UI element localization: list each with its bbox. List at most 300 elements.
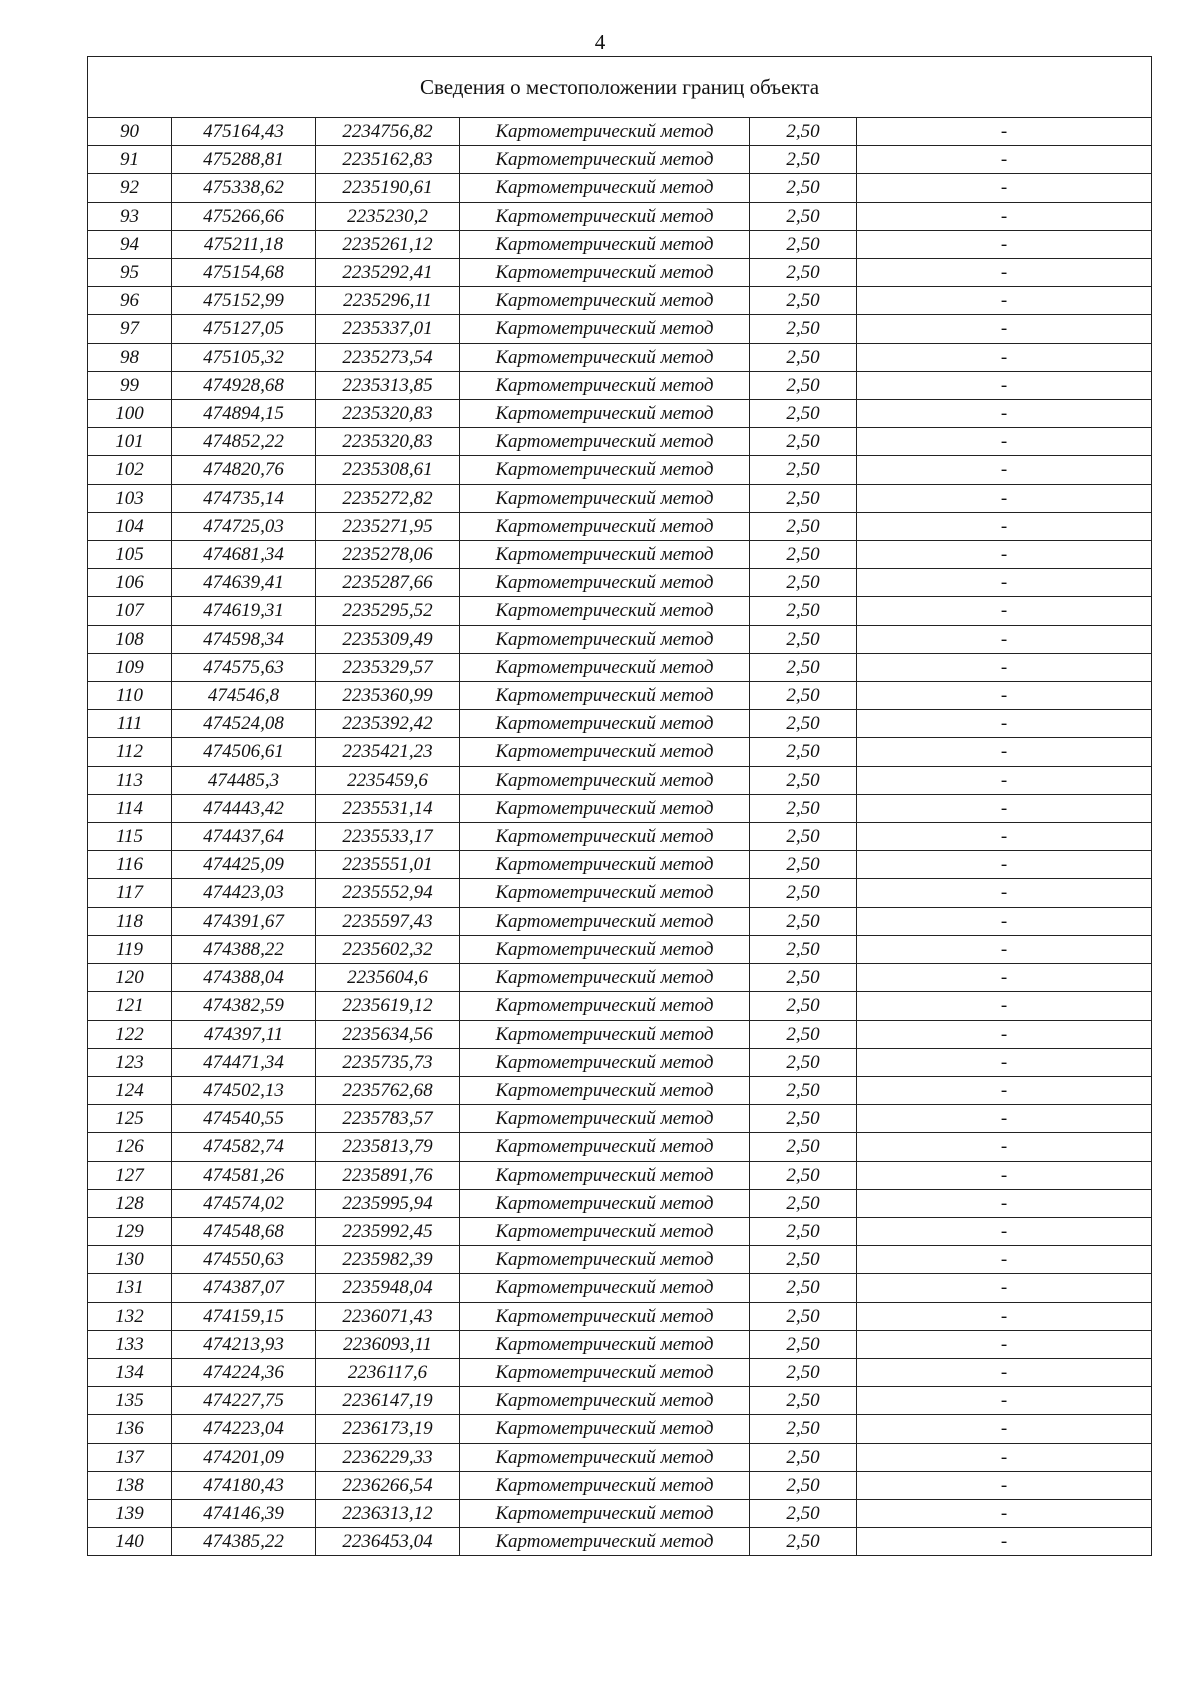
table-row xyxy=(88,569,1152,597)
table-row xyxy=(88,738,1152,766)
y-coordinate-cell: 2235531,14 xyxy=(316,794,460,822)
x-coordinate-cell: 474725,03 xyxy=(172,512,316,540)
y-coordinate-cell: 2236071,43 xyxy=(316,1302,460,1330)
x-coordinate-cell: 474524,08 xyxy=(172,710,316,738)
y-coordinate-cell: 2235995,94 xyxy=(316,1189,460,1217)
x-coordinate-cell: 474146,39 xyxy=(172,1499,316,1527)
accuracy-cell: 2,50 xyxy=(750,315,857,343)
point-number-cell: 114 xyxy=(88,794,172,822)
method-cell: Картометрический метод xyxy=(460,625,750,653)
y-coordinate-cell: 2235551,01 xyxy=(316,851,460,879)
method-cell: Картометрический метод xyxy=(460,1189,750,1217)
method-cell: Картометрический метод xyxy=(460,597,750,625)
table-row xyxy=(88,202,1152,230)
point-number-cell: 111 xyxy=(88,710,172,738)
point-number-cell: 103 xyxy=(88,484,172,512)
method-cell: Картометрический метод xyxy=(460,1105,750,1133)
y-coordinate-cell: 2235295,52 xyxy=(316,597,460,625)
point-number-cell: 107 xyxy=(88,597,172,625)
description-cell: - xyxy=(857,1246,1152,1274)
accuracy-cell: 2,50 xyxy=(750,879,857,907)
accuracy-cell: 2,50 xyxy=(750,1161,857,1189)
accuracy-cell: 2,50 xyxy=(750,400,857,428)
x-coordinate-cell: 474382,59 xyxy=(172,992,316,1020)
method-cell: Картометрический метод xyxy=(460,1048,750,1076)
y-coordinate-cell: 2235271,95 xyxy=(316,512,460,540)
method-cell: Картометрический метод xyxy=(460,400,750,428)
accuracy-cell: 2,50 xyxy=(750,1358,857,1386)
description-cell: - xyxy=(857,174,1152,202)
y-coordinate-cell: 2235308,61 xyxy=(316,456,460,484)
accuracy-cell: 2,50 xyxy=(750,146,857,174)
description-cell: - xyxy=(857,964,1152,992)
table-row xyxy=(88,1415,1152,1443)
x-coordinate-cell: 474581,26 xyxy=(172,1161,316,1189)
table-row xyxy=(88,456,1152,484)
method-cell: Картометрический метод xyxy=(460,1415,750,1443)
accuracy-cell: 2,50 xyxy=(750,456,857,484)
accuracy-cell: 2,50 xyxy=(750,992,857,1020)
y-coordinate-cell: 2235735,73 xyxy=(316,1048,460,1076)
description-cell: - xyxy=(857,1217,1152,1245)
method-cell: Картометрический метод xyxy=(460,682,750,710)
description-cell: - xyxy=(857,569,1152,597)
description-cell: - xyxy=(857,907,1152,935)
method-cell: Картометрический метод xyxy=(460,1076,750,1104)
x-coordinate-cell: 474397,11 xyxy=(172,1020,316,1048)
x-coordinate-cell: 474387,07 xyxy=(172,1274,316,1302)
point-number-cell: 98 xyxy=(88,343,172,371)
table-row xyxy=(88,259,1152,287)
y-coordinate-cell: 2235190,61 xyxy=(316,174,460,202)
table-row xyxy=(88,1499,1152,1527)
table-title: Сведения о местоположении границ объекта xyxy=(88,57,1152,118)
y-coordinate-cell: 2235813,79 xyxy=(316,1133,460,1161)
table-title-row xyxy=(88,57,1152,118)
accuracy-cell: 2,50 xyxy=(750,1443,857,1471)
y-coordinate-cell: 2236266,54 xyxy=(316,1471,460,1499)
y-coordinate-cell: 2236173,19 xyxy=(316,1415,460,1443)
point-number-cell: 119 xyxy=(88,935,172,963)
method-cell: Картометрический метод xyxy=(460,202,750,230)
x-coordinate-cell: 474506,61 xyxy=(172,738,316,766)
description-cell: - xyxy=(857,456,1152,484)
table-row xyxy=(88,1105,1152,1133)
description-cell: - xyxy=(857,1330,1152,1358)
method-cell: Картометрический метод xyxy=(460,569,750,597)
table-row xyxy=(88,682,1152,710)
x-coordinate-cell: 474735,14 xyxy=(172,484,316,512)
point-number-cell: 132 xyxy=(88,1302,172,1330)
y-coordinate-cell: 2235891,76 xyxy=(316,1161,460,1189)
y-coordinate-cell: 2235320,83 xyxy=(316,428,460,456)
x-coordinate-cell: 474224,36 xyxy=(172,1358,316,1386)
method-cell: Картометрический метод xyxy=(460,146,750,174)
accuracy-cell: 2,50 xyxy=(750,1499,857,1527)
table-row xyxy=(88,1443,1152,1471)
point-number-cell: 115 xyxy=(88,823,172,851)
description-cell: - xyxy=(857,371,1152,399)
accuracy-cell: 2,50 xyxy=(750,259,857,287)
y-coordinate-cell: 2235313,85 xyxy=(316,371,460,399)
table-row xyxy=(88,653,1152,681)
point-number-cell: 133 xyxy=(88,1330,172,1358)
x-coordinate-cell: 474574,02 xyxy=(172,1189,316,1217)
accuracy-cell: 2,50 xyxy=(750,1020,857,1048)
method-cell: Картометрический метод xyxy=(460,794,750,822)
method-cell: Картометрический метод xyxy=(460,1387,750,1415)
accuracy-cell: 2,50 xyxy=(750,625,857,653)
accuracy-cell: 2,50 xyxy=(750,964,857,992)
x-coordinate-cell: 474582,74 xyxy=(172,1133,316,1161)
description-cell: - xyxy=(857,146,1152,174)
y-coordinate-cell: 2235320,83 xyxy=(316,400,460,428)
accuracy-cell: 2,50 xyxy=(750,1415,857,1443)
description-cell: - xyxy=(857,315,1152,343)
accuracy-cell: 2,50 xyxy=(750,1246,857,1274)
y-coordinate-cell: 2235273,54 xyxy=(316,343,460,371)
table-row xyxy=(88,230,1152,258)
table-row xyxy=(88,935,1152,963)
x-coordinate-cell: 474681,34 xyxy=(172,541,316,569)
table-row xyxy=(88,428,1152,456)
point-number-cell: 139 xyxy=(88,1499,172,1527)
method-cell: Картометрический метод xyxy=(460,1133,750,1161)
method-cell: Картометрический метод xyxy=(460,484,750,512)
accuracy-cell: 2,50 xyxy=(750,202,857,230)
point-number-cell: 90 xyxy=(88,118,172,146)
description-cell: - xyxy=(857,1048,1152,1076)
x-coordinate-cell: 474388,04 xyxy=(172,964,316,992)
table-row xyxy=(88,823,1152,851)
table-row xyxy=(88,1330,1152,1358)
description-cell: - xyxy=(857,1499,1152,1527)
y-coordinate-cell: 2236313,12 xyxy=(316,1499,460,1527)
x-coordinate-cell: 474502,13 xyxy=(172,1076,316,1104)
y-coordinate-cell: 2235360,99 xyxy=(316,682,460,710)
accuracy-cell: 2,50 xyxy=(750,766,857,794)
page-number: 4 xyxy=(594,30,606,54)
point-number-cell: 104 xyxy=(88,512,172,540)
table-row xyxy=(88,625,1152,653)
y-coordinate-cell: 2236117,6 xyxy=(316,1358,460,1386)
accuracy-cell: 2,50 xyxy=(750,512,857,540)
point-number-cell: 135 xyxy=(88,1387,172,1415)
y-coordinate-cell: 2235948,04 xyxy=(316,1274,460,1302)
point-number-cell: 121 xyxy=(88,992,172,1020)
x-coordinate-cell: 475154,68 xyxy=(172,259,316,287)
y-coordinate-cell: 2235230,2 xyxy=(316,202,460,230)
y-coordinate-cell: 2235459,6 xyxy=(316,766,460,794)
x-coordinate-cell: 475164,43 xyxy=(172,118,316,146)
x-coordinate-cell: 474485,3 xyxy=(172,766,316,794)
method-cell: Картометрический метод xyxy=(460,1499,750,1527)
table-row xyxy=(88,964,1152,992)
x-coordinate-cell: 474852,22 xyxy=(172,428,316,456)
method-cell: Картометрический метод xyxy=(460,738,750,766)
table-row xyxy=(88,907,1152,935)
point-number-cell: 122 xyxy=(88,1020,172,1048)
table-row xyxy=(88,484,1152,512)
x-coordinate-cell: 474550,63 xyxy=(172,1246,316,1274)
method-cell: Картометрический метод xyxy=(460,964,750,992)
point-number-cell: 124 xyxy=(88,1076,172,1104)
method-cell: Картометрический метод xyxy=(460,851,750,879)
point-number-cell: 127 xyxy=(88,1161,172,1189)
table-row xyxy=(88,1189,1152,1217)
y-coordinate-cell: 2235278,06 xyxy=(316,541,460,569)
description-cell: - xyxy=(857,400,1152,428)
method-cell: Картометрический метод xyxy=(460,653,750,681)
table-row xyxy=(88,1302,1152,1330)
x-coordinate-cell: 474437,64 xyxy=(172,823,316,851)
point-number-cell: 91 xyxy=(88,146,172,174)
description-cell: - xyxy=(857,766,1152,794)
method-cell: Картометрический метод xyxy=(460,371,750,399)
point-number-cell: 112 xyxy=(88,738,172,766)
y-coordinate-cell: 2235296,11 xyxy=(316,287,460,315)
method-cell: Картометрический метод xyxy=(460,1020,750,1048)
accuracy-cell: 2,50 xyxy=(750,851,857,879)
x-coordinate-cell: 475152,99 xyxy=(172,287,316,315)
point-number-cell: 125 xyxy=(88,1105,172,1133)
description-cell: - xyxy=(857,343,1152,371)
x-coordinate-cell: 474619,31 xyxy=(172,597,316,625)
description-cell: - xyxy=(857,794,1152,822)
y-coordinate-cell: 2236453,04 xyxy=(316,1528,460,1556)
method-cell: Картометрический метод xyxy=(460,541,750,569)
table-row xyxy=(88,851,1152,879)
description-cell: - xyxy=(857,879,1152,907)
table-row xyxy=(88,1387,1152,1415)
point-number-cell: 100 xyxy=(88,400,172,428)
y-coordinate-cell: 2235162,83 xyxy=(316,146,460,174)
method-cell: Картометрический метод xyxy=(460,1161,750,1189)
point-number-cell: 110 xyxy=(88,682,172,710)
point-number-cell: 116 xyxy=(88,851,172,879)
accuracy-cell: 2,50 xyxy=(750,1189,857,1217)
accuracy-cell: 2,50 xyxy=(750,1274,857,1302)
method-cell: Картометрический метод xyxy=(460,259,750,287)
table-row xyxy=(88,1076,1152,1104)
point-number-cell: 93 xyxy=(88,202,172,230)
x-coordinate-cell: 474928,68 xyxy=(172,371,316,399)
point-number-cell: 99 xyxy=(88,371,172,399)
description-cell: - xyxy=(857,202,1152,230)
y-coordinate-cell: 2236147,19 xyxy=(316,1387,460,1415)
method-cell: Картометрический метод xyxy=(460,118,750,146)
x-coordinate-cell: 474227,75 xyxy=(172,1387,316,1415)
description-cell: - xyxy=(857,1189,1152,1217)
table-row xyxy=(88,118,1152,146)
description-cell: - xyxy=(857,1161,1152,1189)
table-row xyxy=(88,1274,1152,1302)
point-number-cell: 138 xyxy=(88,1471,172,1499)
accuracy-cell: 2,50 xyxy=(750,1076,857,1104)
point-number-cell: 128 xyxy=(88,1189,172,1217)
method-cell: Картометрический метод xyxy=(460,879,750,907)
method-cell: Картометрический метод xyxy=(460,992,750,1020)
method-cell: Картометрический метод xyxy=(460,1528,750,1556)
y-coordinate-cell: 2234756,82 xyxy=(316,118,460,146)
table-row xyxy=(88,400,1152,428)
description-cell: - xyxy=(857,512,1152,540)
table-row xyxy=(88,146,1152,174)
y-coordinate-cell: 2235783,57 xyxy=(316,1105,460,1133)
point-number-cell: 94 xyxy=(88,230,172,258)
x-coordinate-cell: 475266,66 xyxy=(172,202,316,230)
x-coordinate-cell: 474546,8 xyxy=(172,682,316,710)
accuracy-cell: 2,50 xyxy=(750,1217,857,1245)
accuracy-cell: 2,50 xyxy=(750,1471,857,1499)
description-cell: - xyxy=(857,230,1152,258)
table-row xyxy=(88,879,1152,907)
table-row xyxy=(88,1133,1152,1161)
point-number-cell: 118 xyxy=(88,907,172,935)
description-cell: - xyxy=(857,710,1152,738)
accuracy-cell: 2,50 xyxy=(750,343,857,371)
description-cell: - xyxy=(857,1528,1152,1556)
description-cell: - xyxy=(857,851,1152,879)
table-row xyxy=(88,1020,1152,1048)
accuracy-cell: 2,50 xyxy=(750,907,857,935)
description-cell: - xyxy=(857,738,1152,766)
x-coordinate-cell: 475105,32 xyxy=(172,343,316,371)
accuracy-cell: 2,50 xyxy=(750,174,857,202)
table-row xyxy=(88,766,1152,794)
x-coordinate-cell: 475288,81 xyxy=(172,146,316,174)
method-cell: Картометрический метод xyxy=(460,230,750,258)
accuracy-cell: 2,50 xyxy=(750,1528,857,1556)
y-coordinate-cell: 2235421,23 xyxy=(316,738,460,766)
accuracy-cell: 2,50 xyxy=(750,710,857,738)
accuracy-cell: 2,50 xyxy=(750,682,857,710)
x-coordinate-cell: 474575,63 xyxy=(172,653,316,681)
point-number-cell: 126 xyxy=(88,1133,172,1161)
table-row xyxy=(88,597,1152,625)
description-cell: - xyxy=(857,259,1152,287)
x-coordinate-cell: 475127,05 xyxy=(172,315,316,343)
x-coordinate-cell: 475211,18 xyxy=(172,230,316,258)
accuracy-cell: 2,50 xyxy=(750,1330,857,1358)
table-row xyxy=(88,1217,1152,1245)
method-cell: Картометрический метод xyxy=(460,343,750,371)
description-cell: - xyxy=(857,1443,1152,1471)
y-coordinate-cell: 2235982,39 xyxy=(316,1246,460,1274)
point-number-cell: 136 xyxy=(88,1415,172,1443)
x-coordinate-cell: 474388,22 xyxy=(172,935,316,963)
accuracy-cell: 2,50 xyxy=(750,287,857,315)
y-coordinate-cell: 2235272,82 xyxy=(316,484,460,512)
y-coordinate-cell: 2235287,66 xyxy=(316,569,460,597)
y-coordinate-cell: 2235337,01 xyxy=(316,315,460,343)
point-number-cell: 123 xyxy=(88,1048,172,1076)
description-cell: - xyxy=(857,428,1152,456)
boundary-coordinates-table xyxy=(87,56,1152,1556)
y-coordinate-cell: 2235552,94 xyxy=(316,879,460,907)
point-number-cell: 140 xyxy=(88,1528,172,1556)
method-cell: Картометрический метод xyxy=(460,935,750,963)
point-number-cell: 97 xyxy=(88,315,172,343)
accuracy-cell: 2,50 xyxy=(750,1105,857,1133)
method-cell: Картометрический метод xyxy=(460,456,750,484)
x-coordinate-cell: 474223,04 xyxy=(172,1415,316,1443)
point-number-cell: 105 xyxy=(88,541,172,569)
y-coordinate-cell: 2235634,56 xyxy=(316,1020,460,1048)
point-number-cell: 109 xyxy=(88,653,172,681)
x-coordinate-cell: 474159,15 xyxy=(172,1302,316,1330)
method-cell: Картометрический метод xyxy=(460,1274,750,1302)
table-row xyxy=(88,343,1152,371)
point-number-cell: 129 xyxy=(88,1217,172,1245)
point-number-cell: 95 xyxy=(88,259,172,287)
table-row xyxy=(88,541,1152,569)
x-coordinate-cell: 474639,41 xyxy=(172,569,316,597)
point-number-cell: 117 xyxy=(88,879,172,907)
table-row xyxy=(88,992,1152,1020)
description-cell: - xyxy=(857,1076,1152,1104)
description-cell: - xyxy=(857,992,1152,1020)
x-coordinate-cell: 474213,93 xyxy=(172,1330,316,1358)
description-cell: - xyxy=(857,935,1152,963)
accuracy-cell: 2,50 xyxy=(750,118,857,146)
y-coordinate-cell: 2235292,41 xyxy=(316,259,460,287)
method-cell: Картометрический метод xyxy=(460,428,750,456)
description-cell: - xyxy=(857,118,1152,146)
description-cell: - xyxy=(857,1415,1152,1443)
y-coordinate-cell: 2235602,32 xyxy=(316,935,460,963)
accuracy-cell: 2,50 xyxy=(750,230,857,258)
table-row xyxy=(88,1161,1152,1189)
point-number-cell: 102 xyxy=(88,456,172,484)
y-coordinate-cell: 2236229,33 xyxy=(316,1443,460,1471)
description-cell: - xyxy=(857,1302,1152,1330)
x-coordinate-cell: 474598,34 xyxy=(172,625,316,653)
method-cell: Картометрический метод xyxy=(460,907,750,935)
x-coordinate-cell: 474201,09 xyxy=(172,1443,316,1471)
accuracy-cell: 2,50 xyxy=(750,569,857,597)
table-row xyxy=(88,174,1152,202)
method-cell: Картометрический метод xyxy=(460,1302,750,1330)
y-coordinate-cell: 2235329,57 xyxy=(316,653,460,681)
method-cell: Картометрический метод xyxy=(460,1246,750,1274)
point-number-cell: 113 xyxy=(88,766,172,794)
y-coordinate-cell: 2235309,49 xyxy=(316,625,460,653)
x-coordinate-cell: 474820,76 xyxy=(172,456,316,484)
description-cell: - xyxy=(857,1358,1152,1386)
description-cell: - xyxy=(857,1471,1152,1499)
method-cell: Картометрический метод xyxy=(460,1217,750,1245)
y-coordinate-cell: 2235604,6 xyxy=(316,964,460,992)
description-cell: - xyxy=(857,653,1152,681)
x-coordinate-cell: 474391,67 xyxy=(172,907,316,935)
x-coordinate-cell: 474180,43 xyxy=(172,1471,316,1499)
description-cell: - xyxy=(857,682,1152,710)
description-cell: - xyxy=(857,823,1152,851)
accuracy-cell: 2,50 xyxy=(750,541,857,569)
y-coordinate-cell: 2235597,43 xyxy=(316,907,460,935)
table-row xyxy=(88,710,1152,738)
description-cell: - xyxy=(857,541,1152,569)
description-cell: - xyxy=(857,1020,1152,1048)
description-cell: - xyxy=(857,597,1152,625)
method-cell: Картометрический метод xyxy=(460,1358,750,1386)
description-cell: - xyxy=(857,1387,1152,1415)
table-row xyxy=(88,1246,1152,1274)
point-number-cell: 130 xyxy=(88,1246,172,1274)
table-row xyxy=(88,794,1152,822)
point-number-cell: 134 xyxy=(88,1358,172,1386)
